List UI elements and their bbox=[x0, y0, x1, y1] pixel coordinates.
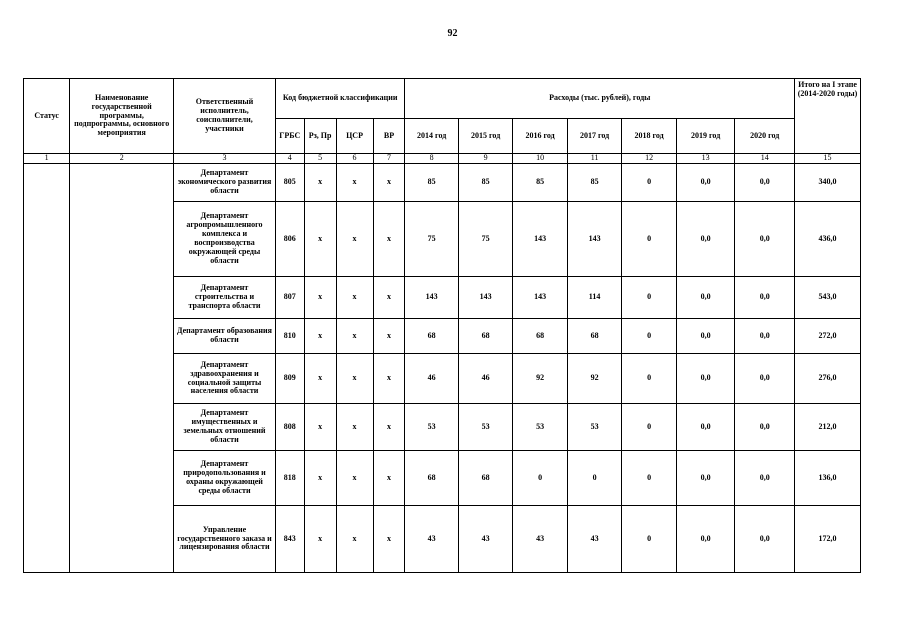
executor-cell: Департамент строительства и транспорта области bbox=[174, 277, 276, 319]
column-number: 13 bbox=[676, 154, 735, 164]
column-number: 2 bbox=[70, 154, 174, 164]
total-cell: 340,0 bbox=[795, 164, 861, 202]
csr-cell: х bbox=[336, 506, 373, 573]
y2016-cell: 85 bbox=[513, 164, 567, 202]
grbs-cell: 843 bbox=[275, 506, 304, 573]
total-cell: 276,0 bbox=[795, 354, 861, 404]
y2017-cell: 0 bbox=[567, 451, 621, 506]
header-year-2016: 2016 год bbox=[513, 119, 567, 154]
header-year-2018: 2018 год bbox=[622, 119, 676, 154]
column-number: 10 bbox=[513, 154, 567, 164]
y2014-cell: 68 bbox=[405, 319, 458, 354]
total-cell: 272,0 bbox=[795, 319, 861, 354]
header-code-grbs: ГРБС bbox=[275, 119, 304, 154]
y2019-cell: 0,0 bbox=[676, 506, 735, 573]
y2019-cell: 0,0 bbox=[676, 319, 735, 354]
status-cell bbox=[24, 164, 70, 573]
grbs-cell: 808 bbox=[275, 404, 304, 451]
y2014-cell: 68 bbox=[405, 451, 458, 506]
header-status: Статус bbox=[24, 79, 70, 154]
header-name: Наименование государственной программы, подпрограммы, основного мероприятия bbox=[70, 79, 174, 154]
executor-cell: Департамент агропромышленного комплекса и воспроизводства окружающей среды области bbox=[174, 202, 276, 277]
y2019-cell: 0,0 bbox=[676, 354, 735, 404]
y2020-cell: 0,0 bbox=[735, 277, 795, 319]
y2017-cell: 68 bbox=[567, 319, 621, 354]
rzpr-cell: х bbox=[304, 164, 336, 202]
vr-cell: х bbox=[373, 277, 405, 319]
csr-cell: х bbox=[336, 277, 373, 319]
grbs-cell: 805 bbox=[275, 164, 304, 202]
y2019-cell: 0,0 bbox=[676, 202, 735, 277]
header-year-2020: 2020 год bbox=[735, 119, 795, 154]
y2015-cell: 143 bbox=[458, 277, 512, 319]
header-year-2019: 2019 год bbox=[676, 119, 735, 154]
executor-cell: Департамент экономического развития области bbox=[174, 164, 276, 202]
header-year-2014: 2014 год bbox=[405, 119, 458, 154]
rzpr-cell: х bbox=[304, 451, 336, 506]
executor-cell: Департамент имущественных и земельных отношений области bbox=[174, 404, 276, 451]
grbs-cell: 809 bbox=[275, 354, 304, 404]
column-number: 8 bbox=[405, 154, 458, 164]
header-budget-code: Код бюджетной классификации bbox=[275, 79, 405, 119]
grbs-cell: 807 bbox=[275, 277, 304, 319]
csr-cell: х bbox=[336, 404, 373, 451]
y2017-cell: 92 bbox=[567, 354, 621, 404]
rzpr-cell: х bbox=[304, 404, 336, 451]
y2020-cell: 0,0 bbox=[735, 506, 795, 573]
y2018-cell: 0 bbox=[622, 164, 676, 202]
y2018-cell: 0 bbox=[622, 506, 676, 573]
y2016-cell: 143 bbox=[513, 202, 567, 277]
column-number: 3 bbox=[174, 154, 276, 164]
column-number: 14 bbox=[735, 154, 795, 164]
header-year-2015: 2015 год bbox=[458, 119, 512, 154]
header-year-2017: 2017 год bbox=[567, 119, 621, 154]
grbs-cell: 818 bbox=[275, 451, 304, 506]
header-code-vr: ВР bbox=[373, 119, 405, 154]
executor-cell: Департамент природопользования и охраны окружающей среды области bbox=[174, 451, 276, 506]
y2020-cell: 0,0 bbox=[735, 202, 795, 277]
y2016-cell: 68 bbox=[513, 319, 567, 354]
y2020-cell: 0,0 bbox=[735, 451, 795, 506]
y2018-cell: 0 bbox=[622, 277, 676, 319]
y2014-cell: 43 bbox=[405, 506, 458, 573]
y2015-cell: 85 bbox=[458, 164, 512, 202]
vr-cell: х bbox=[373, 164, 405, 202]
column-number: 11 bbox=[567, 154, 621, 164]
y2017-cell: 85 bbox=[567, 164, 621, 202]
y2016-cell: 53 bbox=[513, 404, 567, 451]
csr-cell: х bbox=[336, 319, 373, 354]
y2020-cell: 0,0 bbox=[735, 319, 795, 354]
grbs-cell: 810 bbox=[275, 319, 304, 354]
grbs-cell: 806 bbox=[275, 202, 304, 277]
y2016-cell: 143 bbox=[513, 277, 567, 319]
csr-cell: х bbox=[336, 202, 373, 277]
y2017-cell: 53 bbox=[567, 404, 621, 451]
y2016-cell: 43 bbox=[513, 506, 567, 573]
vr-cell: х bbox=[373, 506, 405, 573]
header-code-rzpr: Рз, Пр bbox=[304, 119, 336, 154]
y2019-cell: 0,0 bbox=[676, 451, 735, 506]
total-cell: 212,0 bbox=[795, 404, 861, 451]
y2017-cell: 114 bbox=[567, 277, 621, 319]
y2020-cell: 0,0 bbox=[735, 164, 795, 202]
y2018-cell: 0 bbox=[622, 451, 676, 506]
y2018-cell: 0 bbox=[622, 319, 676, 354]
program-name-cell bbox=[70, 164, 174, 573]
csr-cell: х bbox=[336, 354, 373, 404]
y2014-cell: 75 bbox=[405, 202, 458, 277]
y2016-cell: 0 bbox=[513, 451, 567, 506]
rzpr-cell: х bbox=[304, 354, 336, 404]
csr-cell: х bbox=[336, 451, 373, 506]
y2019-cell: 0,0 bbox=[676, 164, 735, 202]
executor-cell: Управление государственного заказа и лицензирования области bbox=[174, 506, 276, 573]
page-number: 92 bbox=[447, 28, 458, 39]
column-number: 1 bbox=[24, 154, 70, 164]
y2020-cell: 0,0 bbox=[735, 354, 795, 404]
rzpr-cell: х bbox=[304, 319, 336, 354]
column-numbers-row bbox=[24, 154, 861, 164]
column-number: 9 bbox=[458, 154, 512, 164]
y2015-cell: 68 bbox=[458, 451, 512, 506]
y2014-cell: 46 bbox=[405, 354, 458, 404]
y2018-cell: 0 bbox=[622, 404, 676, 451]
rzpr-cell: х bbox=[304, 277, 336, 319]
column-number: 6 bbox=[336, 154, 373, 164]
y2014-cell: 53 bbox=[405, 404, 458, 451]
vr-cell: х bbox=[373, 319, 405, 354]
header-expenses: Расходы (тыс. рублей), годы bbox=[405, 79, 795, 119]
y2015-cell: 46 bbox=[458, 354, 512, 404]
vr-cell: х bbox=[373, 354, 405, 404]
y2015-cell: 68 bbox=[458, 319, 512, 354]
column-number: 4 bbox=[275, 154, 304, 164]
header-total: Итого на I этапе (2014-2020 годы) bbox=[795, 79, 861, 154]
header-executor: Ответственный исполнитель, соисполнители, участники bbox=[174, 79, 276, 154]
y2014-cell: 143 bbox=[405, 277, 458, 319]
y2014-cell: 85 bbox=[405, 164, 458, 202]
column-number: 12 bbox=[622, 154, 676, 164]
y2017-cell: 43 bbox=[567, 506, 621, 573]
y2020-cell: 0,0 bbox=[735, 404, 795, 451]
y2015-cell: 43 bbox=[458, 506, 512, 573]
y2015-cell: 75 bbox=[458, 202, 512, 277]
total-cell: 436,0 bbox=[795, 202, 861, 277]
y2015-cell: 53 bbox=[458, 404, 512, 451]
y2017-cell: 143 bbox=[567, 202, 621, 277]
csr-cell: х bbox=[336, 164, 373, 202]
y2019-cell: 0,0 bbox=[676, 404, 735, 451]
column-number: 5 bbox=[304, 154, 336, 164]
vr-cell: х bbox=[373, 404, 405, 451]
total-cell: 543,0 bbox=[795, 277, 861, 319]
column-number: 15 bbox=[795, 154, 861, 164]
executor-cell: Департамент образования области bbox=[174, 319, 276, 354]
budget-table bbox=[23, 78, 861, 573]
total-cell: 136,0 bbox=[795, 451, 861, 506]
column-number: 7 bbox=[373, 154, 405, 164]
header-code-csr: ЦСР bbox=[336, 119, 373, 154]
y2016-cell: 92 bbox=[513, 354, 567, 404]
vr-cell: х bbox=[373, 202, 405, 277]
y2019-cell: 0,0 bbox=[676, 277, 735, 319]
rzpr-cell: х bbox=[304, 506, 336, 573]
vr-cell: х bbox=[373, 451, 405, 506]
y2018-cell: 0 bbox=[622, 202, 676, 277]
executor-cell: Департамент здравоохранения и социальной защиты населения области bbox=[174, 354, 276, 404]
y2018-cell: 0 bbox=[622, 354, 676, 404]
table-row bbox=[24, 164, 861, 202]
total-cell: 172,0 bbox=[795, 506, 861, 573]
rzpr-cell: х bbox=[304, 202, 336, 277]
